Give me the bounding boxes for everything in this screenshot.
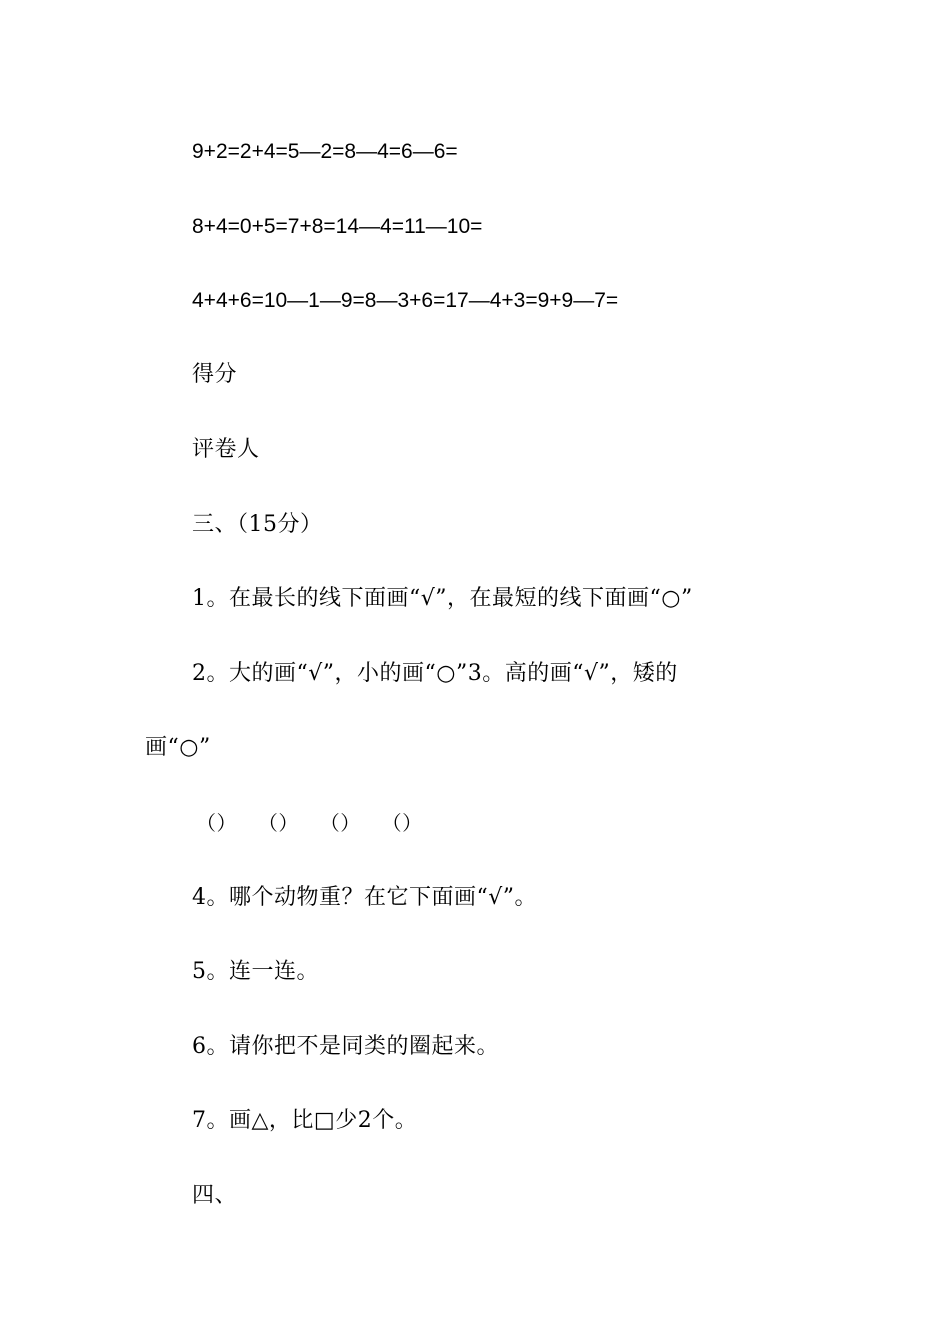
question-2-3: 2。大的画“√”，小的画“○”3。高的画“√”，矮的 [192, 661, 678, 686]
section-4-heading: 四、 [192, 1183, 238, 1208]
section-3-heading: 三、（15分） [192, 512, 323, 537]
arithmetic-line-3: 4+4+6=10—1—9=8—3+6=17—4+3=9+9—7= [192, 289, 619, 312]
answer-parentheses: （） （） （） （） [196, 811, 423, 835]
question-3-continuation: 画“○” [145, 735, 211, 760]
question-7: 7。画△，比□少2个。 [192, 1108, 418, 1133]
arithmetic-line-2: 8+4=0+5=7+8=14—4=11—10= [192, 215, 483, 238]
question-1: 1。在最长的线下面画“√”，在最短的线下面画“○” [192, 586, 693, 611]
arithmetic-line-1: 9+2=2+4=5—2=8—4=6—6= [192, 140, 458, 163]
question-5: 5。连一连。 [192, 959, 319, 984]
score-label: 得分 [192, 362, 238, 387]
question-6: 6。请你把不是同类的圈起来。 [192, 1034, 499, 1059]
question-4: 4。哪个动物重？在它下面画“√”。 [192, 885, 538, 910]
grader-label: 评卷人 [192, 437, 260, 462]
